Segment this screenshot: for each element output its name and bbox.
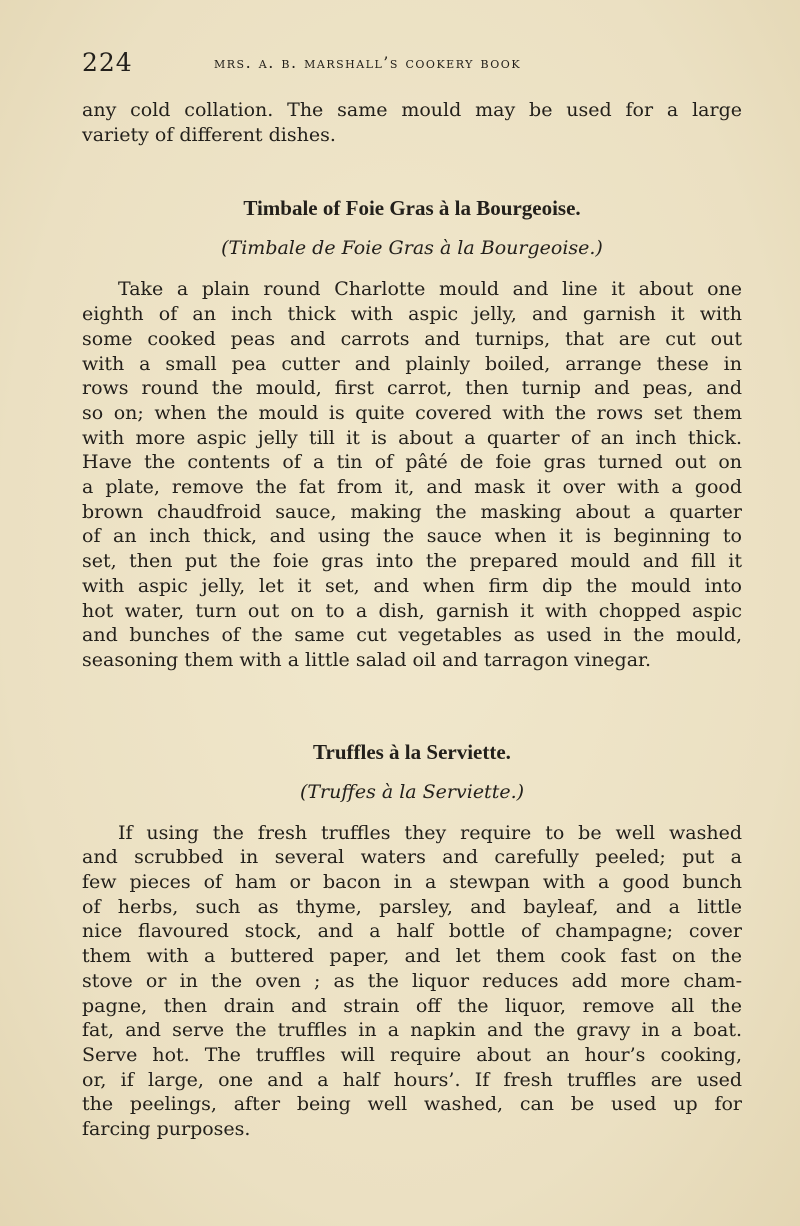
intro-paragraph — [82, 98, 742, 147]
text-line: hot water, turn out on to a dish, garnish it with chopped aspic — [82, 599, 742, 622]
recipe-title: Truffles à la Serviette. — [313, 739, 511, 764]
text-line: so on; when the mould is quite covered with the rows set them — [82, 401, 742, 424]
page-number: 224 — [82, 48, 133, 77]
text-line: seasoning them with a little salad oil and tarragon vinegar. — [82, 648, 652, 671]
text-line: farcing purposes. — [82, 1118, 251, 1141]
text-line: and scrubbed in several waters and carefully peeled; put a — [82, 846, 742, 869]
text-line: a plate, remove the fat from it, and mask it over with a good — [82, 476, 742, 499]
text-line: some cooked peas and carrots and turnips, that are cut out — [82, 327, 742, 350]
text-line: stove or in the oven ; as the liquor reduces add more cham- — [82, 969, 742, 992]
text-line: eighth of an inch thick with aspic jelly, and garnish it with — [82, 303, 742, 326]
recipe-subtitle: (Timbale de Foie Gras à la Bourgeoise.) — [221, 237, 603, 260]
text-line: with more aspic jelly till it is about a quarter of an inch thick. — [82, 426, 742, 449]
text-line: variety of different dishes. — [82, 123, 336, 146]
text-line: fat, and serve the truffles in a napkin and the gravy in a boat. — [82, 1019, 742, 1042]
text-line: or, if large, one and a half hours’. If fresh truffles are used — [82, 1068, 742, 1091]
page-header — [82, 46, 742, 80]
text-line: pagne, then drain and strain off the liquor, remove all the — [82, 994, 742, 1017]
text-line: brown chaudfroid sauce, making the masking about a quarter — [82, 500, 742, 523]
text-line: Have the contents of a tin of pâté de foie gras turned out on — [82, 451, 742, 474]
recipe-paragraph — [82, 821, 742, 1142]
recipe-paragraph — [82, 277, 742, 672]
text-line: nice flavoured stock, and a half bottle of champagne; cover — [82, 920, 742, 943]
text-line: rows round the mould, first carrot, then turnip and peas, and — [82, 377, 742, 400]
text-line: with a small pea cutter and plainly boiled, arrange these in — [82, 352, 742, 375]
text-line: few pieces of ham or bacon in a stewpan with a good bunch — [82, 871, 742, 894]
text-line: with aspic jelly, let it set, and when firm dip the mould into — [82, 574, 742, 597]
text-line: of an inch thick, and using the sauce when it is beginning to — [82, 525, 742, 548]
text-line: the peelings, after being well washed, can be used up for — [82, 1093, 742, 1116]
recipe-title: Timbale of Foie Gras à la Bourgeoise. — [243, 196, 581, 221]
text-line: If using the fresh truffles they require to be well washed — [118, 821, 742, 844]
text-line: them with a buttered paper, and let them cook fast on the — [82, 945, 742, 968]
text-line: Serve hot. The truffles will require about an hour’s cooking, — [82, 1043, 742, 1066]
text-line: Take a plain round Charlotte mould and line it about one — [118, 278, 742, 301]
text-line: any cold collation. The same mould may be used for a large — [82, 99, 742, 121]
text-line: and bunches of the same cut vegetables as used in the mould, — [82, 624, 742, 647]
page-content — [82, 98, 742, 1142]
running-head: mrs. a. b. marshall’s cookery book — [214, 53, 522, 72]
text-line: of herbs, such as thyme, parsley, and bayleaf, and a little — [82, 895, 742, 918]
recipe-subtitle: (Truffes à la Serviette.) — [299, 780, 525, 803]
text-line: set, then put the foie gras into the prepared mould and fill it — [82, 550, 742, 573]
